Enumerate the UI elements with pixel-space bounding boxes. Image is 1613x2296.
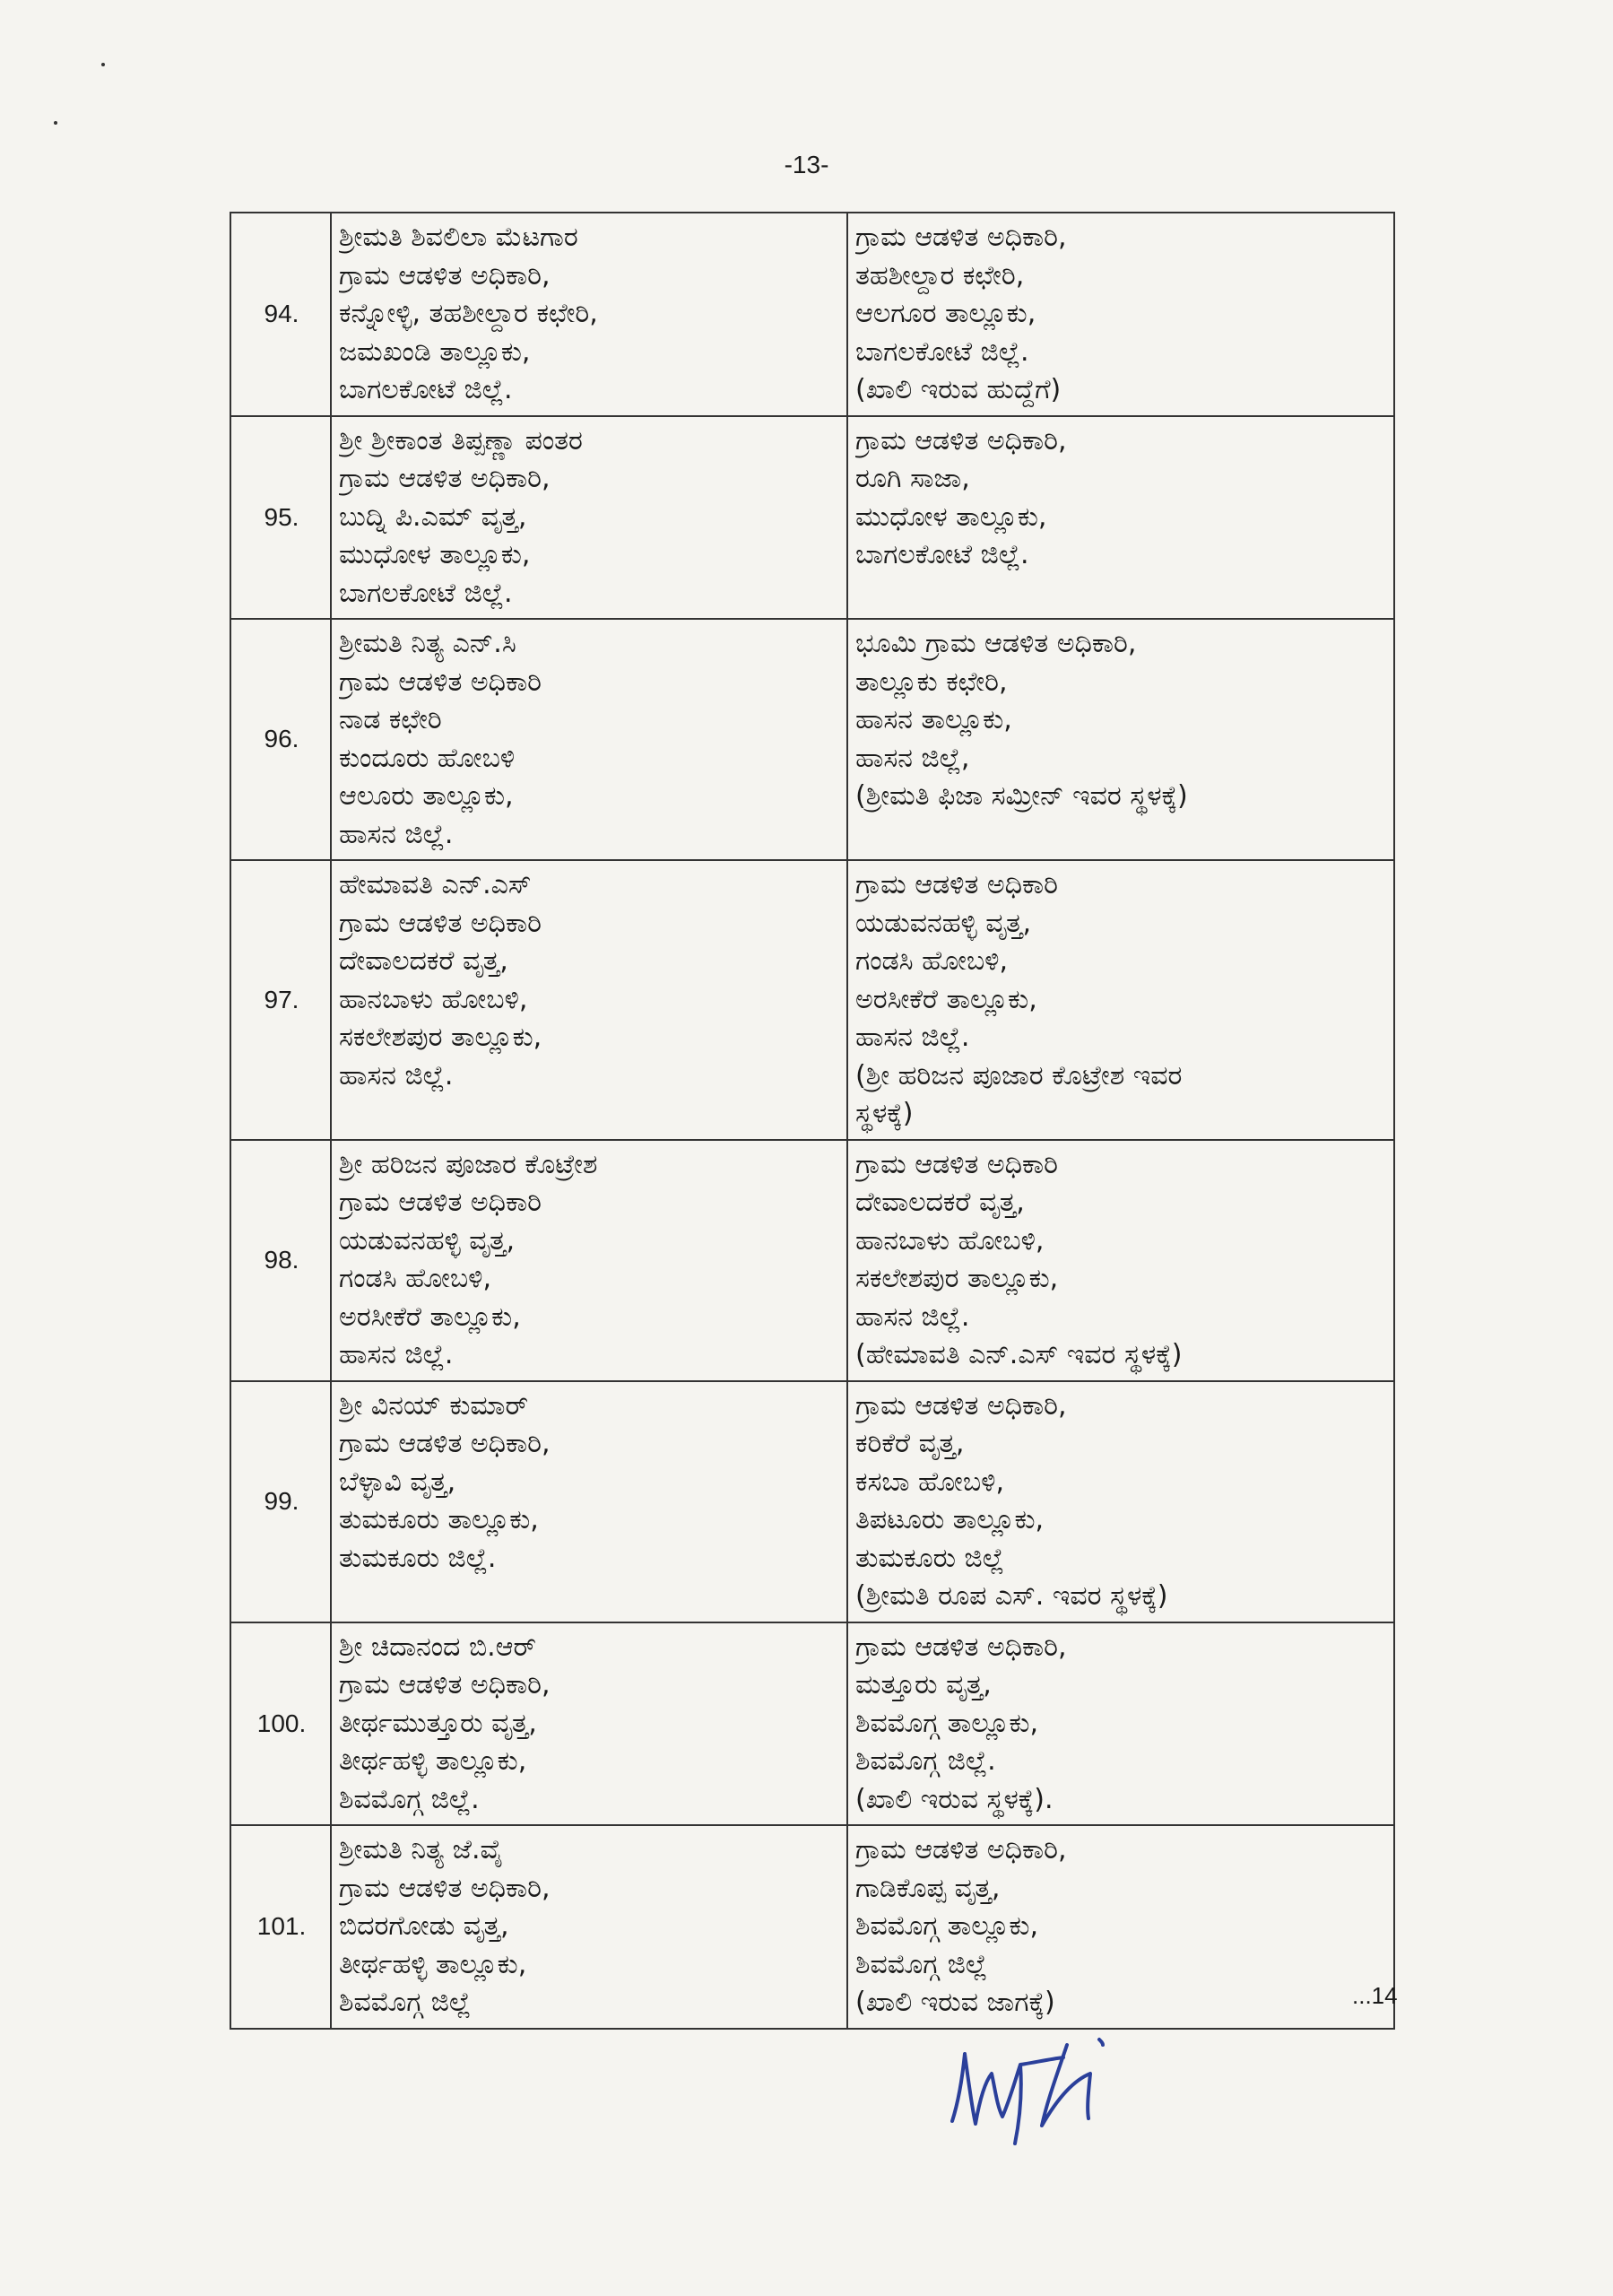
- address-line: (ಖಾಲಿ ಇರುವ ಸ್ಥಳಕ್ಕೆ).: [855, 1783, 1054, 1815]
- serial-number: 100.: [230, 1622, 331, 1826]
- new-posting-cell: [847, 1622, 1394, 1826]
- page-number: -13-: [784, 151, 829, 178]
- address-line: ಶ್ರೀ ಚಿದಾನಂದ ಬಿ.ಆರ್: [339, 1631, 537, 1663]
- address-line: ಶ್ರೀಮತಿ ಶಿವಲಿಲಾ ಮೆಟಗಾರ: [339, 222, 578, 253]
- address-line: ಶಿವಮೊಗ್ಗ ಜಿಲ್ಲೆ.: [855, 1745, 996, 1777]
- address-line: ಹಾಸನ ಜಿಲ್ಲೆ.: [339, 818, 454, 850]
- address-line: ಹಾಸನ ಜಿಲ್ಲೆ.: [339, 1059, 454, 1091]
- address-line: ಬಾಗಲಕೋಟೆ ಜಿಲ್ಲೆ.: [855, 539, 1029, 570]
- table-row: [230, 1140, 1394, 1381]
- address-line: (ಶ್ರೀಮತಿ ಫಿಜಾ ಸಮ್ರೀನ್ ಇವರ ಸ್ಥಳಕ್ಕೆ): [855, 780, 1188, 812]
- address-line: ಗ್ರಾಮ ಆಡಳಿತ ಅಧಿಕಾರಿ,: [855, 1834, 1067, 1866]
- table-row: [230, 416, 1394, 620]
- new-posting-cell: [847, 1381, 1394, 1622]
- address-line: ಬಾಗಲಕೋಟೆ ಜಿಲ್ಲೆ.: [339, 577, 513, 609]
- address-line: ಗ್ರಾಮ ಆಡಳಿತ ಅಧಿಕಾರಿ,: [339, 463, 551, 494]
- transfer-table: [230, 212, 1395, 2030]
- table-row: [230, 619, 1394, 860]
- address-line: ಸಕಲೇಶಪುರ ತಾಲ್ಲೂಕು,: [339, 1022, 542, 1053]
- address-line: ಬಾಗಲಕೋಟೆ ಜಿಲ್ಲೆ.: [855, 335, 1029, 368]
- address-line: ಶಿವಮೊಗ್ಗ ಜಿಲ್ಲೆ: [339, 1987, 472, 2018]
- address-line: ಶಿವಮೊಗ್ಗ ಜಿಲ್ಲೆ.: [339, 1783, 480, 1815]
- address-line: (ಶ್ರೀಮತಿ ರೂಪ ಎಸ್. ಇವರ ಸ್ಥಳಕ್ಕೆ): [855, 1580, 1168, 1612]
- address-line: ಮುಧೋಳ ತಾಲ್ಲೂಕು,: [855, 500, 1047, 533]
- address-line: ಬಿದರಗೋಡು ವೃತ್ತ,: [339, 1910, 509, 1942]
- address-line: ದೇವಾಲದಕರೆ ವೃತ್ತ,: [339, 945, 508, 977]
- current-posting-cell: [331, 213, 847, 416]
- new-posting-cell: [847, 213, 1394, 416]
- serial-number: 95.: [230, 416, 331, 620]
- address-line: ಗ್ರಾಮ ಆಡಳಿತ ಅಧಿಕಾರಿ,: [339, 1428, 551, 1459]
- address-line: ಮತ್ತೂರು ವೃತ್ತ,: [855, 1669, 992, 1700]
- address-line: ಕರಿಕೆರೆ ವೃತ್ತ,: [855, 1428, 965, 1459]
- address-line: ಗ್ರಾಮ ಆಡಳಿತ ಅಧಿಕಾರಿ: [339, 907, 542, 939]
- address-line: (ಶ್ರೀ ಹರಿಜನ ಪೂಜಾರ ಕೊಟ್ರೇಶ ಇವರ: [855, 1059, 1183, 1091]
- address-line: ನಾಡ ಕಛೇರಿ: [339, 704, 442, 735]
- address-line: ತಿಪಟೂರು ತಾಲ್ಲೂಕು,: [855, 1504, 1045, 1535]
- address-line: (ಹೇಮಾವತಿ ಎನ್.ಎಸ್ ಇವರ ಸ್ಥಳಕ್ಕೆ): [855, 1339, 1183, 1370]
- address-line: ತಾಲ್ಲೂಕು ಕಛೇರಿ,: [855, 665, 1008, 698]
- address-line: ರೂಗಿ ಸಾಜಾ,: [855, 463, 970, 494]
- address-line: ತೀರ್ಥಹಳ್ಳಿ ತಾಲ್ಲೂಕು,: [339, 1745, 527, 1777]
- serial-number: 99.: [230, 1381, 331, 1622]
- table-row: [230, 1825, 1394, 2029]
- serial-number: 94.: [230, 213, 331, 416]
- address-line: ತುಮಕೂರು ಜಿಲ್ಲೆ.: [339, 1542, 497, 1574]
- address-line: ತುಮಕೂರು ತಾಲ್ಲೂಕು,: [339, 1504, 539, 1535]
- current-posting-cell: [331, 1825, 847, 2029]
- address-line: ಗ್ರಾಮ ಆಡಳಿತ ಅಧಿಕಾರಿ: [339, 665, 542, 698]
- new-posting-cell: [847, 860, 1394, 1140]
- address-line: (ಖಾಲಿ ಇರುವ ಹುದ್ದೆಗೆ): [855, 374, 1062, 405]
- handwritten-signature-icon: [932, 2018, 1148, 2152]
- address-line: ಶ್ರೀ ಶ್ರೀಕಾಂತ ತಿಪ್ಪಣ್ಣಾ ಪಂತರ: [339, 424, 583, 457]
- scan-speck: [101, 63, 105, 66]
- serial-number: 101.: [230, 1825, 331, 2029]
- address-line: ಗಂಡಸಿ ಹೋಬಳಿ,: [339, 1263, 492, 1294]
- address-line: ಸ್ಥಳಕ್ಕೆ): [855, 1098, 914, 1129]
- transfer-table-body: [230, 213, 1394, 2029]
- address-line: ಬುದ್ನಿ ಪಿ.ಎಮ್ ವೃತ್ತ,: [339, 500, 527, 533]
- address-line: ತೀರ್ಥಹಳ್ಳಿ ತಾಲ್ಲೂಕು,: [339, 1948, 527, 1980]
- address-line: ಗ್ರಾಮ ಆಡಳಿತ ಅಧಿಕಾರಿ,: [339, 1872, 551, 1904]
- address-line: ಆಲೂರು ತಾಲ್ಲೂಕು,: [339, 780, 514, 812]
- new-posting-cell: [847, 416, 1394, 620]
- address-line: ಕಸಬಾ ಹೋಬಳಿ,: [855, 1465, 1005, 1498]
- serial-number: 98.: [230, 1140, 331, 1381]
- address-line: ತಹಶೀಲ್ದಾರ ಕಛೇರಿ,: [855, 259, 1025, 291]
- address-line: ಸಕಲೇಶಪುರ ತಾಲ್ಲೂಕು,: [855, 1263, 1059, 1294]
- table-row: [230, 1622, 1394, 1826]
- address-line: ಗ್ರಾಮ ಆಡಳಿತ ಅಧಿಕಾರಿ,: [855, 222, 1067, 253]
- new-posting-cell: [847, 619, 1394, 860]
- address-line: ಹಾಸನ ತಾಲ್ಲೂಕು,: [855, 704, 1012, 735]
- address-line: ಅರಸೀಕೆರೆ ತಾಲ್ಲೂಕು,: [339, 1300, 521, 1333]
- address-line: ಮುಧೋಳ ತಾಲ್ಲೂಕು,: [339, 539, 531, 570]
- address-line: ಹಾಸನ ಜಿಲ್ಲೆ.: [855, 1300, 970, 1333]
- address-line: ಗ್ರಾಮ ಆಡಳಿತ ಅಧಿಕಾರಿ,: [855, 1389, 1067, 1422]
- current-posting-cell: [331, 619, 847, 860]
- address-line: ಗ್ರಾಮ ಆಡಳಿತ ಅಧಿಕಾರಿ,: [339, 259, 551, 291]
- new-posting-cell: [847, 1825, 1394, 2029]
- address-line: ಯಡುವನಹಳ್ಳಿ ವೃತ್ತ,: [855, 907, 1032, 939]
- address-line: ಶ್ರೀ ವಿನಯ್ ಕುಮಾರ್: [339, 1389, 529, 1422]
- address-line: ದೇವಾಲದಕರೆ ವೃತ್ತ,: [855, 1187, 1025, 1218]
- address-line: ಗಾಡಿಕೊಪ್ಪ ವೃತ್ತ,: [855, 1872, 1001, 1904]
- address-line: ಗ್ರಾಮ ಆಡಳಿತ ಅಧಿಕಾರಿ: [339, 1187, 542, 1218]
- current-posting-cell: [331, 416, 847, 620]
- current-posting-cell: [331, 860, 847, 1140]
- current-posting-cell: [331, 1622, 847, 1826]
- new-posting-cell: [847, 1140, 1394, 1381]
- address-line: ಗ್ರಾಮ ಆಡಳಿತ ಅಧಿಕಾರಿ,: [855, 424, 1067, 457]
- address-line: ಹಾಸನ ಜಿಲ್ಲೆ.: [339, 1339, 454, 1370]
- address-line: ಶ್ರೀಮತಿ ನಿತ್ಯ ಎನ್.ಸಿ: [339, 628, 516, 659]
- address-line: ಶಿವಮೊಗ್ಗ ತಾಲ್ಲೂಕು,: [855, 1707, 1038, 1739]
- table-row: [230, 1381, 1394, 1622]
- address-line: ಶಿವಮೊಗ್ಗ ತಾಲ್ಲೂಕು,: [855, 1910, 1038, 1942]
- address-line: ಶಿವಮೊಗ್ಗ ಜಿಲ್ಲೆ: [855, 1948, 988, 1980]
- serial-number: 97.: [230, 860, 331, 1140]
- address-line: ಶ್ರೀಮತಿ ನಿತ್ಯ ಜೆ.ವೈ: [339, 1834, 504, 1866]
- address-line: ಗ್ರಾಮ ಆಡಳಿತ ಅಧಿಕಾರಿ: [855, 869, 1058, 900]
- address-line: ತುಮಕೂರು ಜಿಲ್ಲೆ: [855, 1542, 1004, 1574]
- address-line: ಹಾನಬಾಳು ಹೋಬಳಿ,: [339, 983, 528, 1015]
- address-line: ಬೆಳ್ಳಾವಿ ವೃತ್ತ,: [339, 1465, 456, 1498]
- address-line: ಗ್ರಾಮ ಆಡಳಿತ ಅಧಿಕಾರಿ,: [855, 1631, 1067, 1663]
- address-line: ಹಾಸನ ಜಿಲ್ಲೆ,: [855, 742, 970, 774]
- address-line: ಗ್ರಾಮ ಆಡಳಿತ ಅಧಿಕಾರಿ,: [339, 1669, 551, 1700]
- address-line: ಆಲಗೂರ ತಾಲ್ಲೂಕು,: [855, 298, 1036, 329]
- address-line: ಹೇಮಾವತಿ ಎನ್.ಎಸ್: [339, 869, 532, 900]
- scan-speck: [54, 121, 57, 125]
- address-line: (ಖಾಲಿ ಇರುವ ಜಾಗಕ್ಕೆ): [855, 1987, 1055, 2018]
- address-line: ತೀರ್ಥಮುತ್ತೂರು ವೃತ್ತ,: [339, 1707, 537, 1739]
- address-line: ಕನ್ನೋಳ್ಳಿ, ತಹಶೀಲ್ದಾರ ಕಛೇರಿ,: [339, 298, 598, 329]
- address-line: ಕುಂದೂರು ಹೋಬಳಿ: [339, 742, 516, 774]
- address-line: ಭೂಮಿ ಗ್ರಾಮ ಆಡಳಿತ ಅಧಿಕಾರಿ,: [855, 628, 1137, 659]
- address-line: ಹಾಸನ ಜಿಲ್ಲೆ.: [855, 1022, 970, 1053]
- address-line: ಶ್ರೀ ಹರಿಜನ ಪೂಜಾರ ಕೊಟ್ರೇಶ: [339, 1148, 598, 1180]
- current-posting-cell: [331, 1381, 847, 1622]
- address-line: ಜಮಖಂಡಿ ತಾಲ್ಲೂಕು,: [339, 335, 531, 368]
- address-line: ಹಾನಬಾಳು ಹೋಬಳಿ,: [855, 1224, 1045, 1257]
- table-row: [230, 860, 1394, 1140]
- address-line: ಅರಸೀಕೆರೆ ತಾಲ್ಲೂಕು,: [855, 983, 1037, 1015]
- address-line: ಯಡುವನಹಳ್ಳಿ ವೃತ್ತ,: [339, 1224, 516, 1257]
- continuation-marker: ...14: [1352, 1982, 1398, 2009]
- address-line: ಗ್ರಾಮ ಆಡಳಿತ ಅಧಿಕಾರಿ: [855, 1148, 1058, 1180]
- address-line: ಗಂಡಸಿ ಹೋಬಳಿ,: [855, 945, 1009, 977]
- serial-number: 96.: [230, 619, 331, 860]
- table-row: [230, 213, 1394, 416]
- current-posting-cell: [331, 1140, 847, 1381]
- address-line: ಬಾಗಲಕೋಟೆ ಜಿಲ್ಲೆ.: [339, 374, 513, 405]
